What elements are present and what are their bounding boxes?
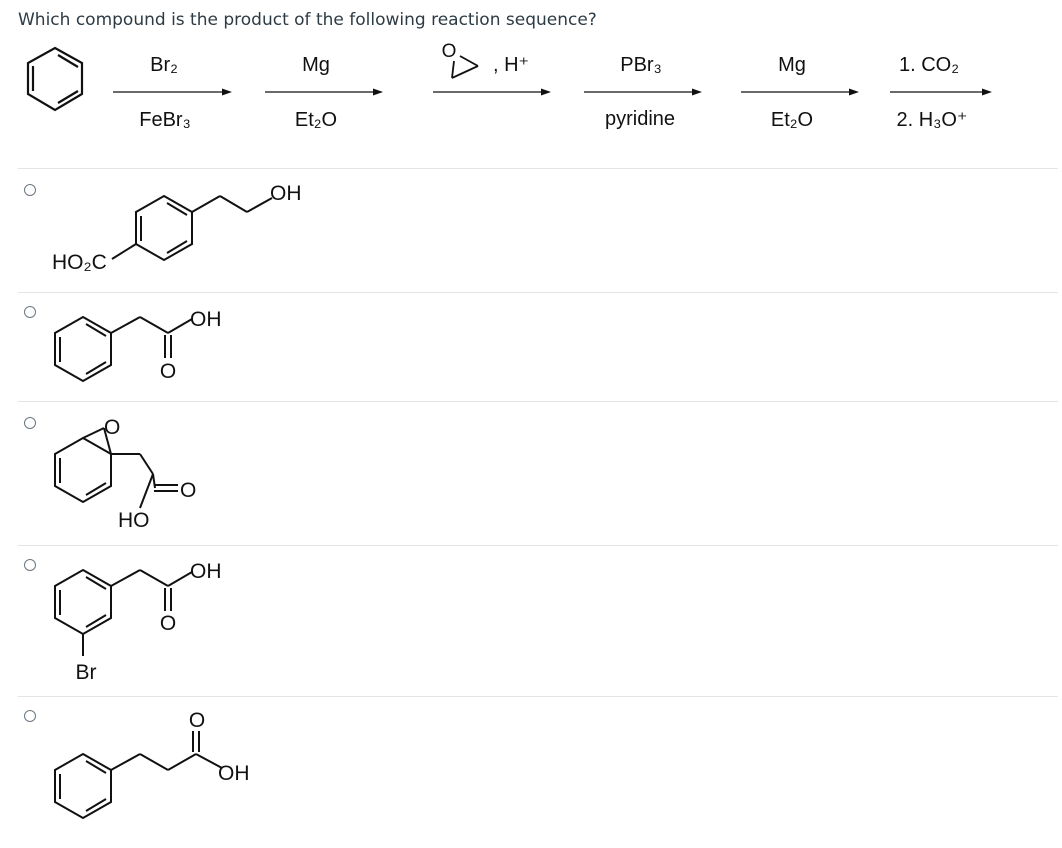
option-3-carbonyl-label: O bbox=[180, 479, 197, 502]
option-4-hydroxyl-label: OH bbox=[190, 560, 222, 583]
reaction-step-1 bbox=[113, 54, 232, 131]
option-5-hydroxyl-label: OH bbox=[218, 762, 250, 785]
step-4-reagent-above: PBr₃ bbox=[620, 54, 662, 76]
step-6-reagent-below: 2. H₃O⁺ bbox=[896, 109, 968, 131]
option-4-carbonyl-label: O bbox=[159, 612, 177, 635]
option-1-structure bbox=[0, 169, 1062, 292]
option-5-carbonyl-label: O bbox=[188, 709, 206, 732]
step-1-reagent-below: FeBr₃ bbox=[139, 109, 191, 131]
option-1-hydroxyl-label: OH bbox=[270, 182, 302, 205]
reaction-step-4 bbox=[584, 54, 702, 130]
answer-option-3[interactable] bbox=[0, 402, 1062, 545]
step-3-acid-label: , H⁺ bbox=[493, 54, 530, 76]
step-4-reagent-below: pyridine bbox=[604, 108, 676, 130]
reaction-step-6 bbox=[890, 54, 992, 131]
option-2-carbonyl-label: O bbox=[159, 360, 177, 383]
option-1-carboxyl-label: HO₂C bbox=[52, 251, 107, 274]
step-5-reagent-below: Et₂O bbox=[770, 109, 814, 131]
option-2-structure bbox=[0, 293, 1062, 401]
answer-option-4[interactable] bbox=[0, 546, 1062, 696]
option-3-structure bbox=[0, 402, 1062, 545]
benzene-starting-material bbox=[28, 48, 82, 110]
option-4-bromine-label: Br bbox=[75, 661, 97, 684]
step-2-reagent-below: Et₂O bbox=[294, 109, 338, 131]
reaction-step-5 bbox=[741, 54, 859, 131]
step-1-reagent-above: Br₂ bbox=[150, 54, 178, 76]
step-6-reagent-above: 1. CO₂ bbox=[899, 54, 959, 76]
reaction-scheme bbox=[0, 0, 1062, 160]
option-4-structure bbox=[0, 546, 1062, 696]
option-3-epoxide-oxygen-label: O bbox=[104, 416, 121, 439]
question-prompt: Which compound is the product of the following reaction sequence? bbox=[18, 10, 597, 30]
epoxide-oxygen-label: O bbox=[441, 41, 457, 62]
reaction-step-3 bbox=[433, 41, 551, 96]
answer-option-2[interactable] bbox=[0, 293, 1062, 401]
answer-option-1[interactable] bbox=[0, 169, 1062, 292]
step-5-reagent-above: Mg bbox=[778, 54, 806, 76]
option-5-structure bbox=[0, 697, 1062, 848]
reaction-step-2 bbox=[265, 54, 383, 131]
answer-option-5[interactable] bbox=[0, 697, 1062, 848]
option-2-hydroxyl-label: OH bbox=[190, 308, 222, 331]
option-3-hydroxyl-label: HO bbox=[118, 509, 150, 532]
step-2-reagent-above: Mg bbox=[302, 54, 330, 76]
